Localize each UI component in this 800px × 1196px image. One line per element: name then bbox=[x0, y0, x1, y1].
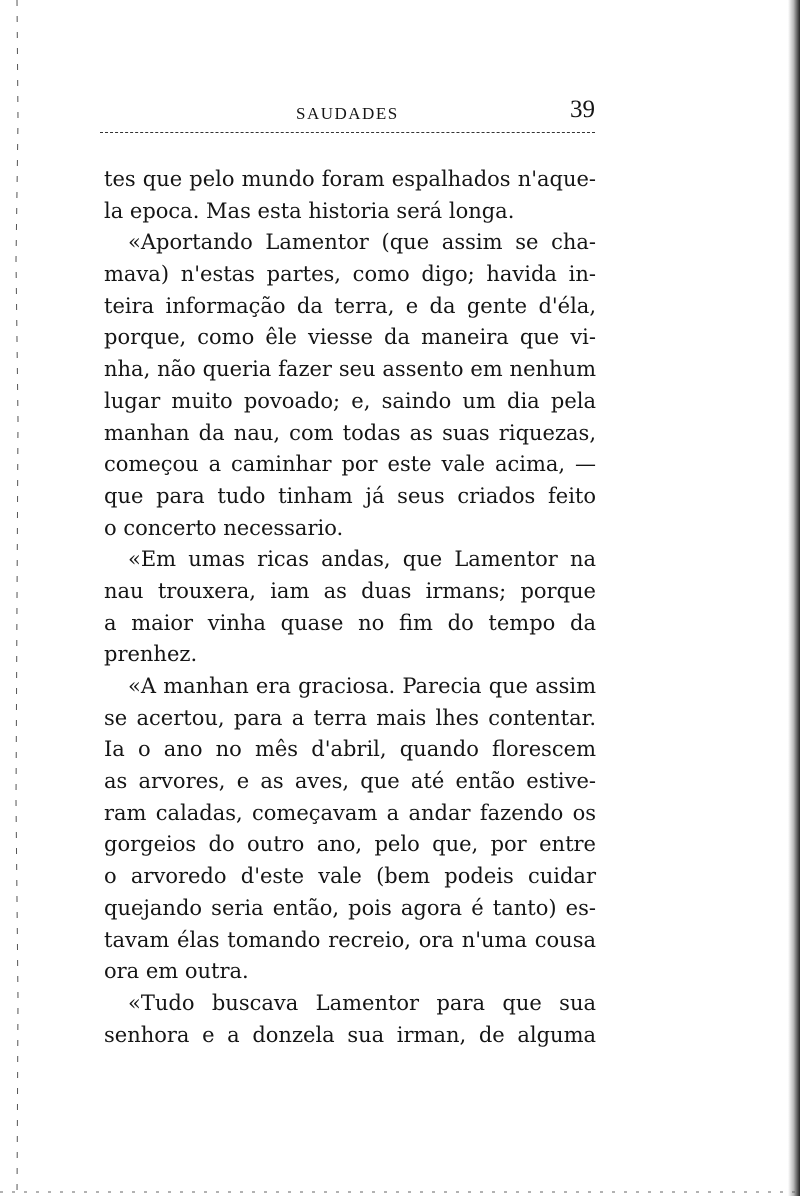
text-line: lugar muito povoado; e, saindo um dia pela bbox=[104, 388, 596, 413]
text-line: tavam élas tomando recreio, ora n'uma cousa bbox=[104, 927, 596, 952]
running-title: SAUDADES bbox=[296, 104, 399, 123]
running-head bbox=[100, 96, 595, 136]
text-line: se acertou, para a terra mais lhes contentar. bbox=[104, 705, 596, 730]
text-line: senhora e a donzela sua irman, de alguma bbox=[104, 1022, 596, 1047]
text-line: ora em outra. bbox=[104, 959, 249, 984]
text-line: começou a caminhar por este vale acima, — bbox=[104, 452, 596, 477]
text-line: porque, como êle viesse da maneira que vi- bbox=[104, 325, 596, 350]
text-line: quejando seria então, pois agora é tanto) es- bbox=[104, 895, 596, 920]
text-line: Ia o ano no mês d'abril, quando florescem bbox=[104, 737, 596, 762]
page-number: 39 bbox=[570, 96, 595, 123]
text-line: «A manhan era graciosa. Parecia que assim bbox=[128, 674, 596, 698]
text-line: o arvoredo d'este vale (bem podeis cuidar bbox=[104, 864, 596, 889]
text-line: a maior vinha quase no fim do tempo da bbox=[104, 610, 596, 635]
page-edge-left bbox=[14, 0, 20, 1196]
text-line: ram caladas, começavam a andar fazendo os bbox=[104, 800, 596, 825]
text-line: «Aportando Lamentor (que assim se cha- bbox=[128, 230, 596, 255]
text-line: as arvores, e as aves, que até então estive- bbox=[104, 769, 596, 794]
text-line: nha, não queria fazer seu assento em nenhum bbox=[104, 357, 596, 382]
text-line: «Em umas ricas andas, que Lamentor na bbox=[128, 547, 596, 572]
text-line: teira informação da terra, e da gente d'éla, bbox=[104, 293, 596, 318]
text-line: tes que pelo mundo foram espalhados n'aque- bbox=[104, 167, 596, 191]
page-edge-bottom bbox=[0, 1186, 800, 1196]
header-rule bbox=[100, 132, 595, 133]
page-edge-right bbox=[788, 0, 800, 1196]
text-line: mava) n'estas partes, como digo; havida in- bbox=[104, 262, 596, 287]
text-line: «Tudo buscava Lamentor para que sua bbox=[128, 990, 596, 1015]
body-text bbox=[104, 164, 596, 1051]
text-line: la epoca. Mas esta historia será longa. bbox=[104, 198, 515, 223]
text-line: prenhez. bbox=[104, 642, 198, 667]
text-line: manhan da nau, com todas as suas riquezas, bbox=[104, 420, 596, 445]
text-line: nau trouxera, iam as duas irmans; porque bbox=[104, 578, 596, 603]
text-line: que para tudo tinham já seus criados feito bbox=[104, 483, 596, 508]
text-line: gorgeios do outro ano, pelo que, por entre bbox=[104, 832, 596, 857]
text-line: o concerto necessario. bbox=[104, 515, 344, 540]
